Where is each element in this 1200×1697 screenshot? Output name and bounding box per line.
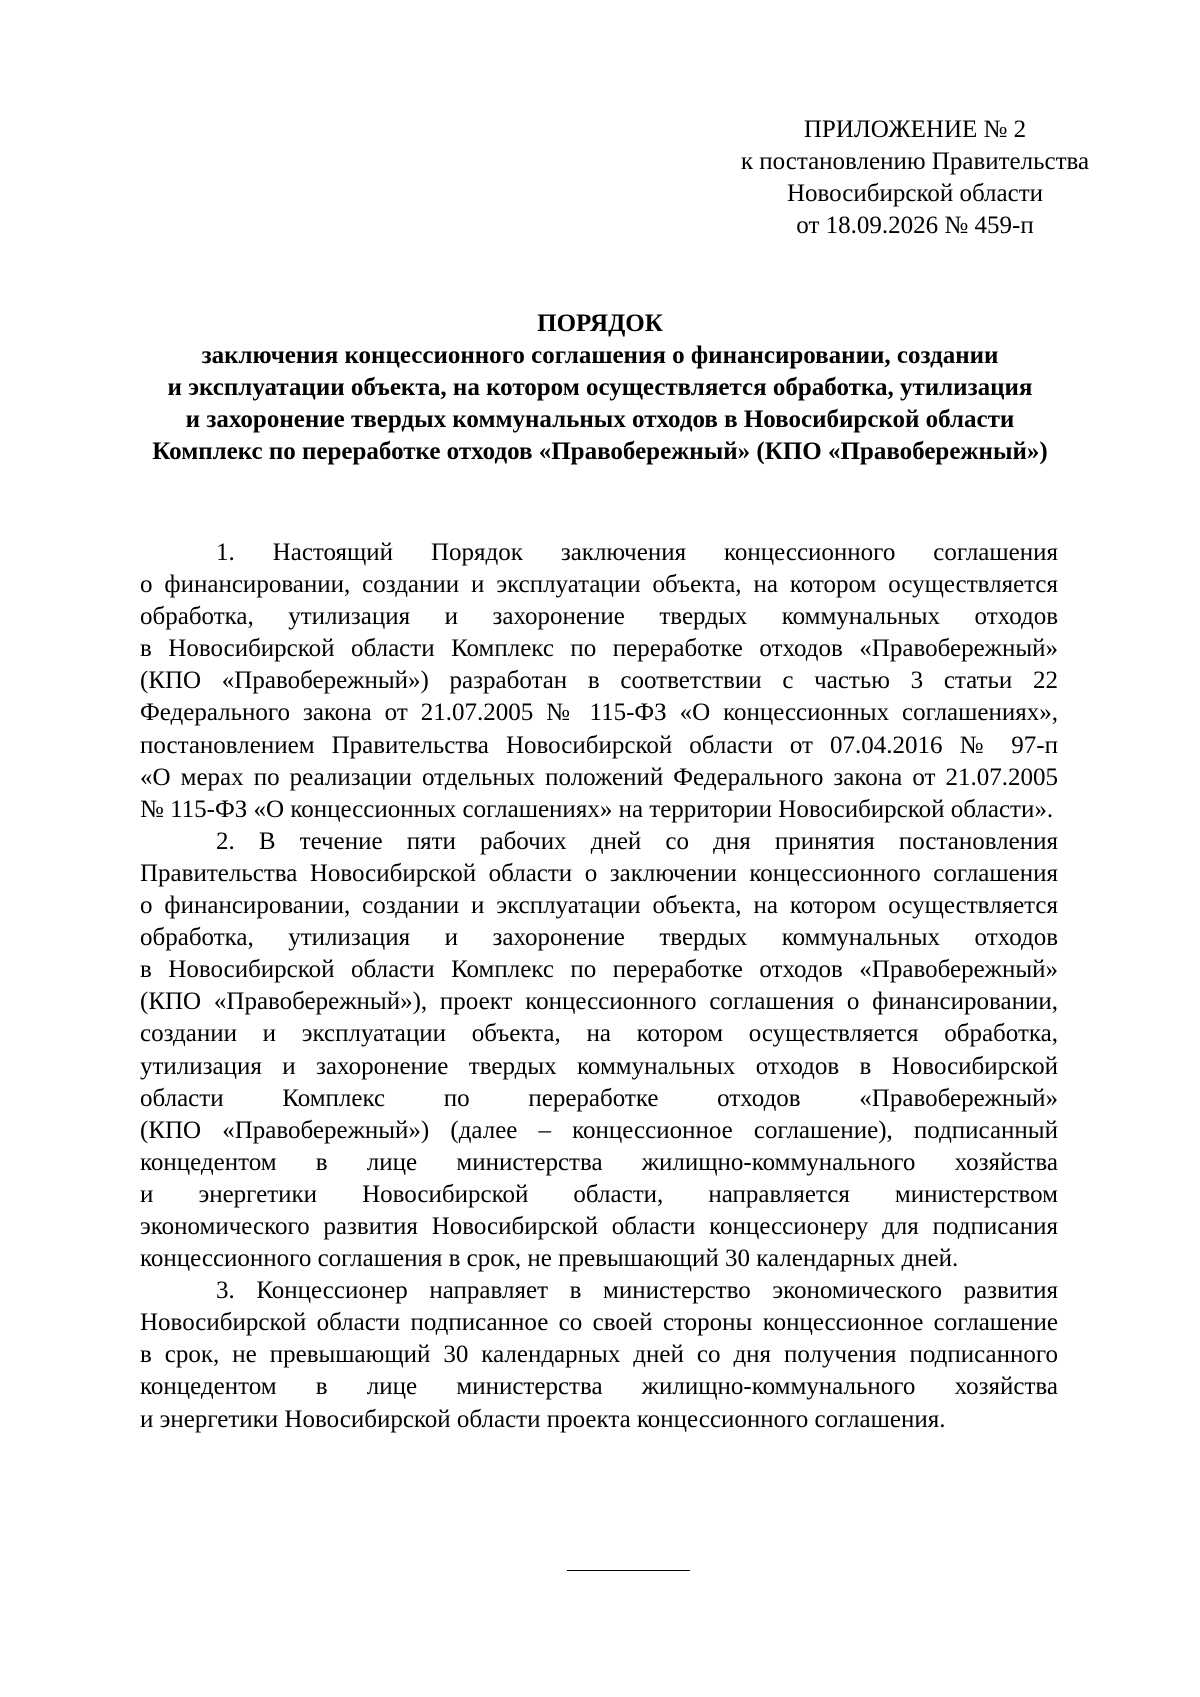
paragraph-1-line: о финансировании, создании и эксплуатации объекта, на котором осуществляется xyxy=(140,571,1058,599)
paragraph-1-line: обработка, утилизация и захоронение твердых коммунальных отходов xyxy=(140,603,1058,631)
document-body xyxy=(140,537,1058,1436)
paragraph-1-line: (КПО «Правобережный») разработан в соответствии с частью 3 статьи 22 xyxy=(140,667,1058,695)
paragraph-1-line: постановлением Правительства Новосибирской области от 07.04.2016 № 97-п xyxy=(140,731,1058,759)
paragraph-2-line: создании и эксплуатации объекта, на котором осуществляется обработка, xyxy=(140,1020,1058,1048)
paragraph-1-line: 1. Настоящий Порядок заключения концессионного соглашения xyxy=(216,539,1058,566)
paragraph-1-line: «О мерах по реализации отдельных положений Федерального закона от 21.07.2005 xyxy=(140,763,1058,791)
title-line: и захоронение твердых коммунальных отходов в Новосибирской области xyxy=(185,406,1015,433)
paragraph-2-line: и энергетики Новосибирской области, направляется министерством xyxy=(140,1180,1058,1208)
paragraph-2-line: (КПО «Правобережный») (далее – концессионное соглашение), подписанный xyxy=(140,1116,1058,1144)
paragraph-2-line: обработка, утилизация и захоронение твердых коммунальных отходов xyxy=(140,924,1058,952)
attachment-region: Новосибирской области xyxy=(786,180,1044,207)
title-heading: ПОРЯДОК xyxy=(537,310,663,337)
paragraph-2-line: в Новосибирской области Комплекс по переработке отходов «Правобережный» xyxy=(140,956,1058,984)
paragraph-1-line: № 115-ФЗ «О концессионных соглашениях» на территории Новосибирской области». xyxy=(140,795,1054,823)
paragraph-2-line: области Комплекс по переработке отходов «Правобережный» xyxy=(140,1084,1058,1112)
paragraph-2-line: Правительства Новосибирской области о заключении концессионного соглашения xyxy=(140,859,1058,887)
paragraph-2-line: 2. В течение пяти рабочих дней со дня принятия постановления xyxy=(216,827,1058,855)
title-line: и эксплуатации объекта, на котором осуществляется обработка, утилизация xyxy=(167,374,1033,401)
end-of-document-rule xyxy=(567,1570,690,1571)
paragraph-2-line: утилизация и захоронение твердых коммунальных отходов в Новосибирской xyxy=(140,1052,1058,1080)
attachment-date-number: от 18.09.2026 № 459-п xyxy=(796,212,1034,239)
paragraph-2-line: о финансировании, создании и эксплуатации объекта, на котором осуществляется xyxy=(140,892,1058,920)
paragraph-2-line: концедентом в лице министерства жилищно-коммунального хозяйства xyxy=(140,1148,1058,1176)
document-title xyxy=(140,308,1060,468)
title-line: Комплекс по переработке отходов «Правобережный» (КПО «Правобережный») xyxy=(152,438,1048,465)
paragraph-3-line: и энергетики Новосибирской области проекта концессионного соглашения. xyxy=(140,1405,946,1433)
attachment-reference: к постановлению Правительства xyxy=(740,148,1090,175)
paragraph-1-line: в Новосибирской области Комплекс по переработке отходов «Правобережный» xyxy=(140,635,1058,663)
paragraph-3-line: Новосибирской области подписанное со своей стороны концессионное соглашение xyxy=(140,1309,1058,1337)
title-line: заключения концессионного соглашения о финансировании, создании xyxy=(201,342,999,369)
attachment-block xyxy=(700,114,1130,242)
paragraph-2-line: концессионного соглашения в срок, не превышающий 30 календарных дней. xyxy=(140,1245,959,1273)
paragraph-1-line: Федерального закона от 21.07.2005 № 115-ФЗ «О концессионных соглашениях», xyxy=(140,699,1058,727)
paragraph-3-line: 3. Концессионер направляет в министерство экономического развития xyxy=(216,1277,1058,1305)
paragraph-3-line: концедентом в лице министерства жилищно-коммунального хозяйства xyxy=(140,1373,1058,1401)
paragraph-2-line: экономического развития Новосибирской области концессионеру для подписания xyxy=(140,1212,1058,1240)
attachment-number: ПРИЛОЖЕНИЕ № 2 xyxy=(803,116,1027,143)
paragraph-3-line: в срок, не превышающий 30 календарных дней со дня получения подписанного xyxy=(140,1341,1058,1369)
paragraph-2-line: (КПО «Правобережный»), проект концессионного соглашения о финансировании, xyxy=(140,988,1058,1016)
